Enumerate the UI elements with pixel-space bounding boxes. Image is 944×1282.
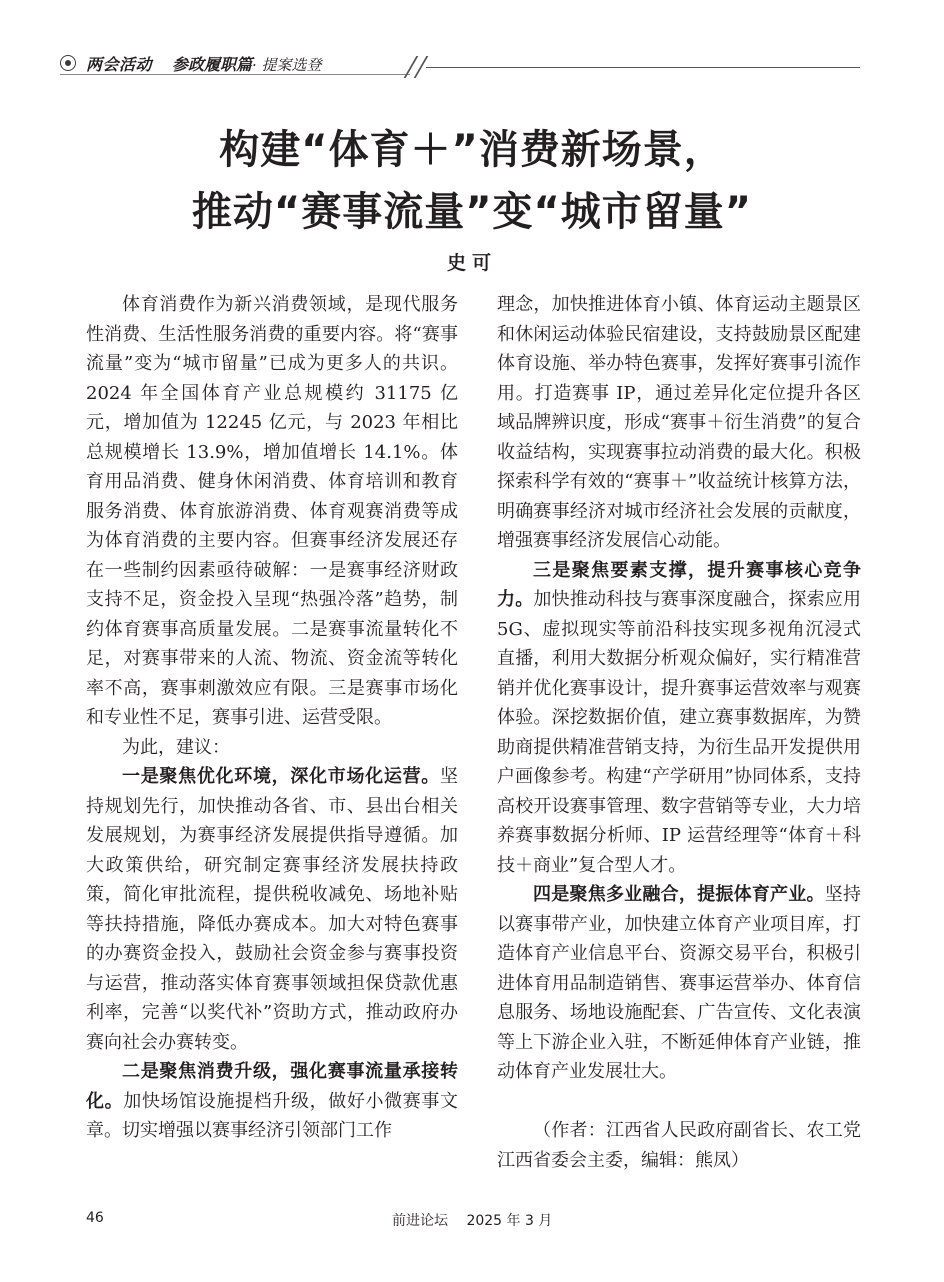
third-point-body: 加快推动科技与赛事深度融合，探索应用 5G、虚拟现实等前沿科技实现多视角沉浸式直播，利用大数据分析观众偏好，实行精准营销并优化赛事设计，提升赛事运营效率与观赛体验。深挖数据价值，建立赛事数据库，为赞助商提供精准营销支持，为衍生品开发提供用户画像参考。构建“产学研用”协同体系，支持高校开设赛事管理、数字营销等专业，大力培养赛事数据分析师、IP 运营经理等“体育＋科技＋商业”复合型人才。 (497, 589, 861, 876)
paragraph-second-point-continued: 理念，加快推进体育小镇、体育运动主题景区和休闲运动体验民宿建设，支持鼓励景区配建体育设施、举办特色赛事，发挥好赛事引流作用。打造赛事 IP，通过差异化定位提升各区域品牌辨识度，形成“赛事＋衍生消费”的复合收益结构，实现赛事拉动消费的最大化。积极探索科学有效的“赛事＋”收益统计核算方法，明确赛事经济对城市经济社会发展的贡献度，增强赛事经济发展信心动能。 (497, 294, 861, 551)
first-point-heading: 一是聚焦优化环境，深化市场化运营。 (122, 766, 440, 787)
page-number: 46 (86, 1210, 104, 1226)
bullet-circle-icon (60, 55, 76, 71)
second-point-heading: 二是聚焦消费升级，强化赛事流量承接转化。 (86, 1061, 458, 1112)
left-column (86, 290, 458, 1146)
third-point-heading: 三是聚焦要素支撑，提升赛事核心竞争力。 (497, 559, 861, 610)
fourth-point-heading: 四是聚焦多业融合，提振体育产业。 (533, 884, 825, 905)
paragraph-first-point (86, 762, 458, 1057)
paragraph-proposal: 为此，建议： (122, 736, 230, 758)
paragraph-second-point (86, 1057, 458, 1146)
subsection-label (172, 52, 322, 75)
section-label: 两会活动 (86, 55, 153, 74)
page-header (60, 52, 860, 78)
paragraph-third-point (497, 556, 861, 881)
author-note: （作者：江西省人民政府副省长、农工党江西省委会主委，编辑：熊凤） (497, 1120, 861, 1171)
journal-issue: 前进论坛 2025 年 3 月 (392, 1213, 553, 1229)
article-title-line-2: 推动“赛事流量”变“城市留量” (191, 189, 753, 235)
header-rule (426, 67, 860, 68)
first-point-body: 坚持规划先行，加快推动各省、市、县出台相关发展规划，为赛事经济发展提供指导遵循。加大政策供给，研究制定赛事经济发展扶持政策，简化审批流程，提供税收减免、场地补贴等扶持措施，降低办赛成本。加大对特色赛事的办赛资金投入，鼓励社会资金参与赛事投资与运营，推动落实体育赛事领域担保贷款优惠利率，完善“以奖代补”资助方式，推动政府办赛向社会办赛转变。 (86, 766, 458, 1053)
paragraph-intro: 体育消费作为新兴消费领域，是现代服务性消费、生活性服务消费的重要内容。将“赛事流量”变为“城市留量”已成为更多人的共识。2024 年全国体育产业总规模约 31175 亿元，增加值为 12245 亿元，与 2023 年相比总规模增长 13.9%，增加值增长 14.1%。体育用品消费、健身休闲消费、体育培训和教育服务消费、体育旅游消费、体育观赛消费等成为体育消费的主要内容。但赛事经济发展还存在一些制约因素亟待破解：一是赛事经济财政支持不足，资金投入呈现“热强冷落”趋势，制约体育赛事高质量发展。二是赛事流量转化不足，对赛事带来的人流、物流、资金流等转化率不高，赛事刺激效应有限。三是赛事市场化和专业性不足，赛事引进、运营受限。 (86, 294, 458, 728)
article-title-line-1: 构建“体育＋”消费新场景， (219, 127, 725, 173)
column-tag: · 提案选登 (252, 56, 322, 74)
right-column (497, 290, 861, 1175)
header-underline (60, 74, 410, 75)
paragraph-fourth-point (497, 880, 861, 1087)
paragraph-spacer (497, 1087, 861, 1117)
second-point-body: 加快场馆设施提档升级，做好小微赛事文章。切实增强以赛事经济引领部门工作 (86, 1090, 459, 1141)
fourth-point-body: 坚持以赛事带产业，加快建立体育产业项目库，打造体育产业信息平台、资源交易平台，积极引进体育用品制造销售、赛事运营举办、体育信息服务、场地设施配套、广告宣传、文化表演等上下游企业入驻，不断延伸体育产业链，推动体育产业发展壮大。 (497, 884, 862, 1082)
subsection-title: 参政履职篇 (172, 55, 253, 74)
article-author: 史可 (446, 252, 497, 274)
